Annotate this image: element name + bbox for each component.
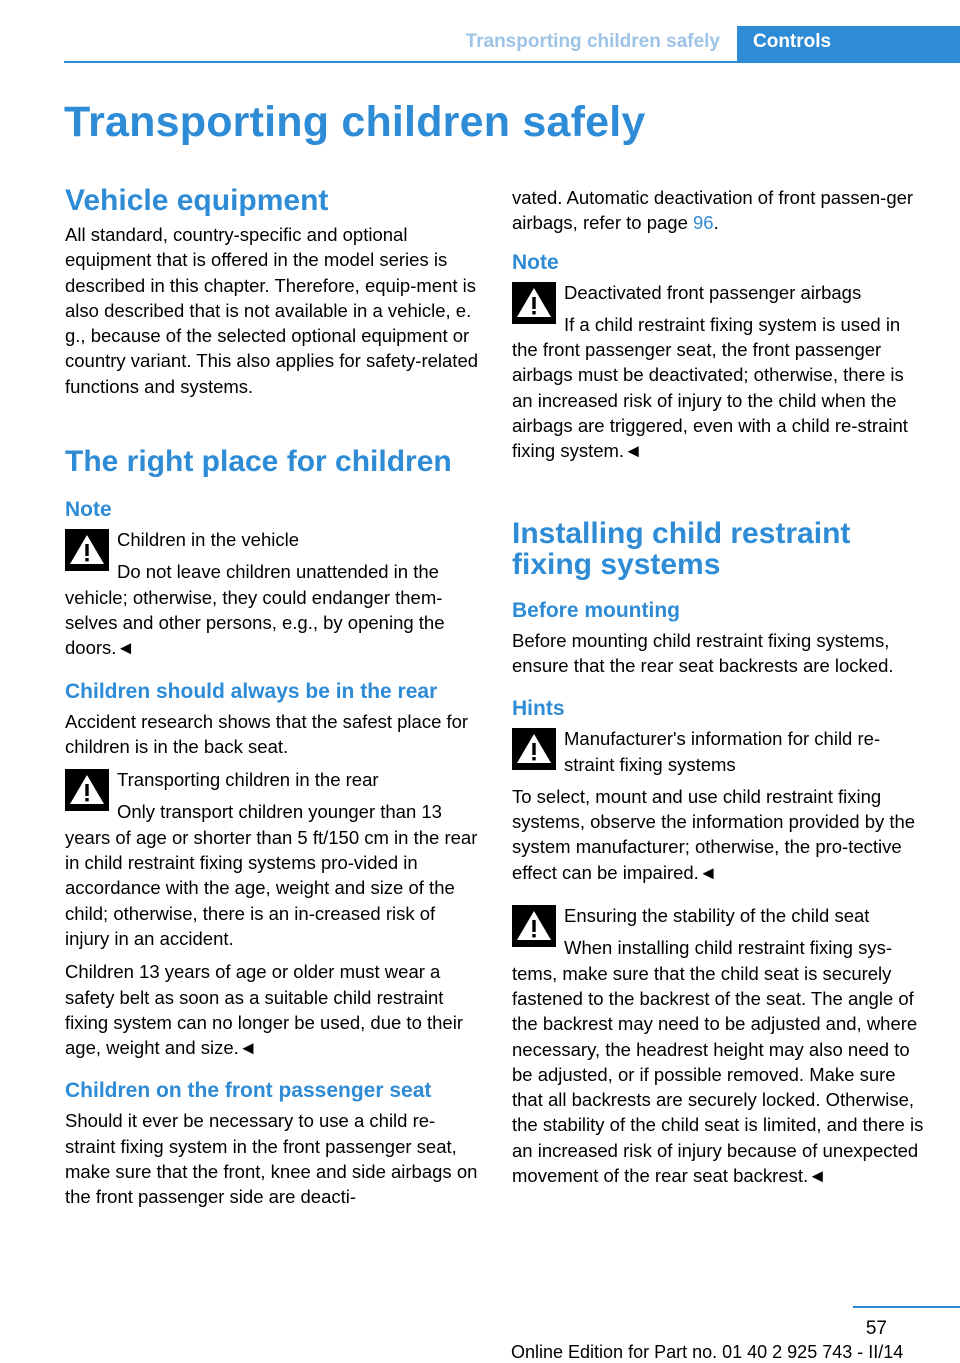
- right-column: [512, 185, 928, 1196]
- warning-rear: [65, 767, 481, 951]
- warning-text: Only transport children younger than 13 years of age or shorter than 5 ft/150 cm in the rear in child restraint fixing systems pro-vided in accordance with the age, weight and size of the child; otherwise, there is an in-creased risk of injury in an accident.: [65, 801, 478, 949]
- note-label: Note: [512, 250, 559, 274]
- header-rule: [64, 61, 960, 63]
- footer-rule: [853, 1306, 960, 1308]
- note-label: Note: [65, 498, 112, 522]
- children-rear-after-text: Children 13 years of age or older must wear a safety belt as soon as a suitable child restraint fixing system can no longer be used, due to their age, weight and size.◄: [65, 961, 463, 1059]
- front-passenger-text: Should it ever be necessary to use a child re-straint fixing system in the front passenger seat, make sure that the front, knee and side airbags on the front passenger side are deacti-: [65, 1110, 478, 1208]
- vehicle-equipment-text: All standard, country-specific and optional equipment that is offered in the model series is described in this chapter. Therefore, equip-ment is also described that is not available in a vehicle, e. g., because of the selected optional equipment or country variant. This also applies for safety-related functions and systems.: [65, 224, 479, 397]
- heading-children-rear: Children should always be in the rear: [65, 679, 438, 703]
- left-column: [65, 185, 481, 1218]
- warning-icon: [512, 282, 556, 324]
- warning-text: When installing child restraint fixing sys-tems, make sure that the child seat is securely fastened to the backrest of the seat. The angle of the backrest may need to be adjusted and, where necessary, the headrest height may also need to be adjusted, or if possible removed. Make sure that all backrests are securely locked. Otherwise, the stability of the child seat is limited, and there is an increased risk of injury because of unexpected movement of the rear seat backrest.◄: [512, 937, 924, 1187]
- warning-title: Children in the vehicle: [117, 529, 300, 551]
- warning-title: Transporting children in the rear: [117, 769, 379, 791]
- warning-icon: [512, 728, 556, 770]
- before-mounting-text: Before mounting child restraint fixing systems, ensure that the rear seat backrests are locked.: [512, 629, 894, 676]
- heading-front-passenger: Children on the front passenger seat: [65, 1079, 432, 1103]
- warning-text: Do not leave children unattended in the vehicle; otherwise, they could endanger them-selves and other persons, e.g., by opening the doors.◄: [65, 561, 445, 659]
- continued-text: [512, 185, 928, 236]
- warning-icon: [512, 905, 556, 947]
- page-link[interactable]: 96: [693, 212, 714, 234]
- header-section-title: Transporting children safely: [465, 31, 720, 52]
- warning-airbags: [512, 280, 928, 464]
- continued-text-start: vated. Automatic deactivation of front passen-ger airbags, refer to page: [512, 187, 914, 234]
- heading-vehicle-equipment: Vehicle equipment: [65, 184, 329, 217]
- heading-right-place: The right place for children: [65, 445, 452, 479]
- children-rear-text: Accident research shows that the safest place for children is in the back seat.: [65, 710, 469, 757]
- warning-title: Manufacturer's information for child re-straint fixing systems: [564, 728, 881, 775]
- warning-title: Deactivated front passenger airbags: [564, 281, 862, 303]
- warning-text: If a child restraint fixing system is used in the front passenger seat, the front passenger airbags must be deactivated; otherwise, there is an increased risk of injury to the child when the airbags are triggered, even with a child re-straint fixing system.◄: [512, 313, 908, 462]
- continued-text-end: .: [713, 212, 719, 234]
- heading-hints: Hints: [512, 697, 565, 721]
- warning-manufacturer: [512, 726, 928, 885]
- heading-before-mounting: Before mounting: [512, 598, 680, 622]
- warning-stability: [512, 903, 928, 1188]
- heading-installing: Installing child restraint fixing systems: [512, 516, 851, 581]
- warning-title: Ensuring the stability of the child seat: [564, 905, 870, 927]
- header-tab-controls[interactable]: Controls: [737, 26, 960, 61]
- warning-icon: [65, 529, 109, 571]
- page-number: 57: [865, 1318, 887, 1339]
- edition-footer: Online Edition for Part no. 01 40 2 925 743 - II/14: [511, 1342, 904, 1362]
- page-title: Transporting children safely: [64, 98, 646, 146]
- warning-text: To select, mount and use child restraint fixing systems, observe the information provided by the system manufacturer; otherwise, the pro-tective effect can be impaired.◄: [512, 785, 916, 883]
- warning-icon: [65, 769, 109, 811]
- warning-note: [65, 527, 481, 660]
